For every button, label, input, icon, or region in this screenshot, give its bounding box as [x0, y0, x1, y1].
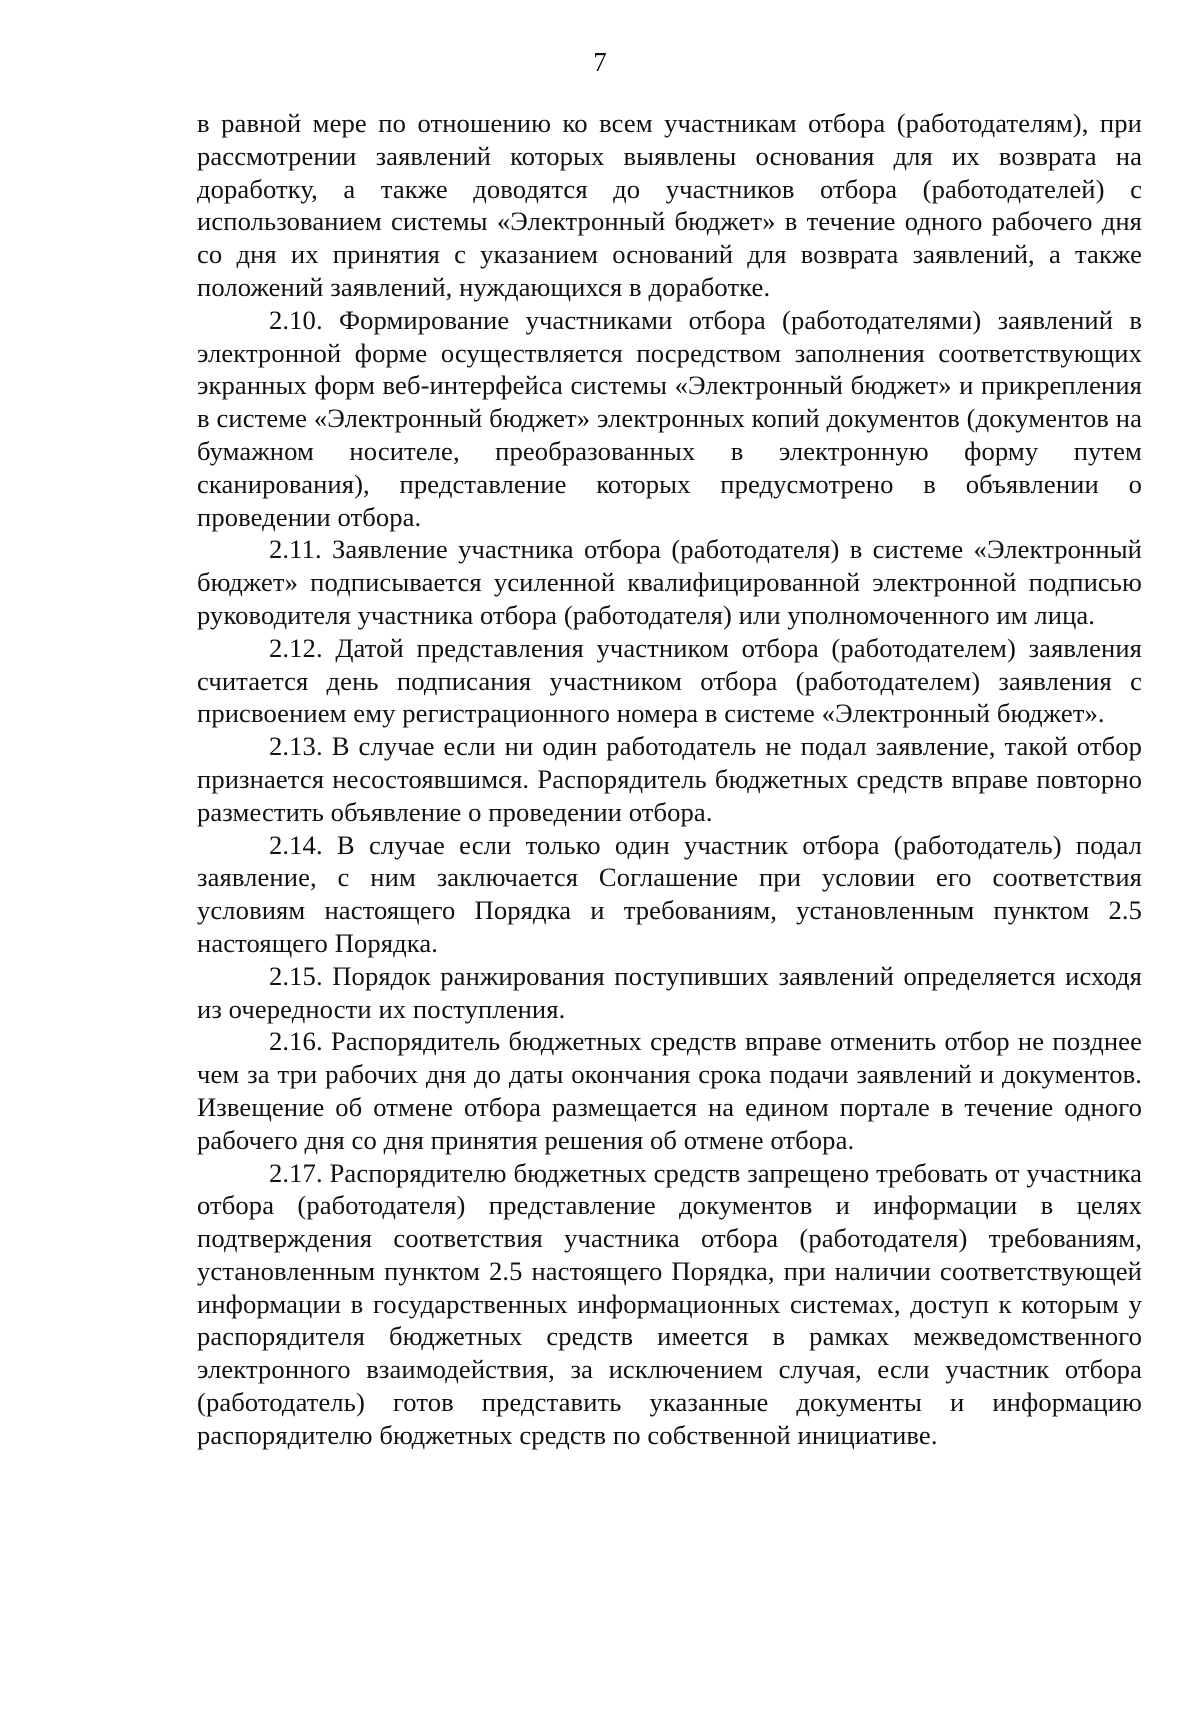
page-number: 7 — [593, 47, 607, 77]
document-body — [197, 107, 1142, 1452]
paragraph-2-16: 2.16. Распорядитель бюджетных средств вправе отменить отбор не позднее чем за три рабочих дня до даты окончания срока подачи заявлений и документов. Извещение об отмене отбора размещается на едином портале в течение одного рабочего дня со дня принятия решения об отмене отбора. — [197, 1026, 1142, 1155]
paragraph-2-14: 2.14. В случае если только один участник отбора (работодатель) подал заявление, с ним заключается Соглашение при условии его соответствия условиям настоящего Порядка и требованиям, установленным пунктом 2.5 настоящего Порядка. — [197, 829, 1142, 958]
paragraph-2-12: 2.12. Датой представления участником отбора (работодателем) заявления считается день подписания участником отбора (работодателем) заявления с присвоением ему регистрационного номера в системе «Электронный бюджет». — [197, 632, 1142, 729]
paragraph-continuation: в равной мере по отношению ко всем участникам отбора (работодателям), при рассмотрении заявлений которых выявлены основания для их возврата на доработку, а также доводятся до участников отбора (работодателей) с использованием системы «Электронный бюджет» в течение одного рабочего дня со дня их принятия с указанием оснований для возврата заявлений, а также положений заявлений, нуждающихся в доработке. — [197, 108, 1142, 302]
paragraph-2-11: 2.11. Заявление участника отбора (работодателя) в системе «Электронный бюджет» подписывается усиленной квалифицированной электронной подписью руководителя участника отбора (работодателя) или уполномоченного им лица. — [197, 534, 1142, 630]
paragraph-2-10: 2.10. Формирование участниками отбора (работодателями) заявлений в электронной форме осуществляется посредством заполнения соответствующих экранных форм веб-интерфейса системы «Электронный бюджет» и прикрепления в системе «Электронный бюджет» электронных копий документов (документов на бумажном носителе, преобразованных в электронную форму путем сканирования), представление которых предусмотрено в объявлении о проведении отбора. — [197, 304, 1142, 532]
paragraph-2-15: 2.15. Порядок ранжирования поступивших заявлений определяется исходя из очередности их поступления. — [197, 960, 1142, 1024]
paragraph-2-13: 2.13. В случае если ни один работодатель не подал заявление, такой отбор признается несостоявшимся. Распорядитель бюджетных средств вправе повторно разместить объявление о проведении отбора. — [197, 731, 1142, 827]
paragraph-2-17: 2.17. Распорядителю бюджетных средств запрещено требовать от участника отбора (работодателя) представление документов и информации в целях подтверждения соответствия участника отбора (работодателя) требованиям, установленным пунктом 2.5 настоящего Порядка, при наличии соответствующей информации в государственных информационных системах, доступ к которым у распорядителя бюджетных средств имеется в рамках межведомственного электронного взаимодействия, за исключением случая, если участник отбора (работодатель) готов представить указанные документы и информацию распорядителю бюджетных средств по собственной инициативе. — [197, 1157, 1142, 1450]
